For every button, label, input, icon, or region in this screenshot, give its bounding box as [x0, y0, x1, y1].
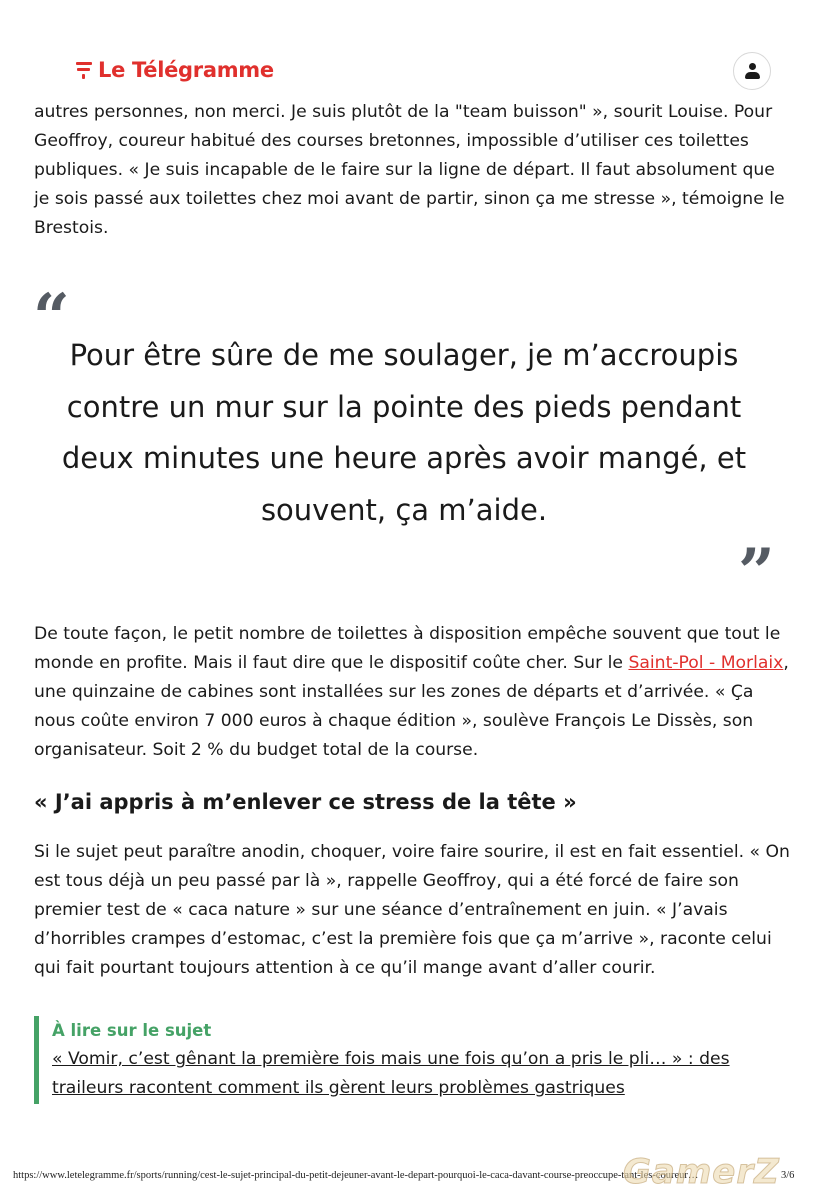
- site-header: [0, 52, 820, 88]
- saint-pol-morlaix-link[interactable]: Saint-Pol - Morlaix: [628, 653, 784, 673]
- paragraph-2-text-start: De toute façon, le petit nombre de toilettes à disposition empêche souvent que tout le monde en profite. Mais il faut dire que le dispositif coûte cher. Sur le: [34, 624, 781, 673]
- pullquote-text: Pour être sûre de me soulager, je m’accroupis contre un mur sur la pointe des pieds pendant deux minutes une heure après avoir mangé, et souvent, ça m’aide.: [61, 338, 747, 527]
- logo-text: Le Télégramme: [98, 58, 274, 82]
- article-paragraph-1: autres personnes, non merci. Je suis plutôt de la "team buisson" », sourit Louise. Pour Geoffroy, coureur habitué des courses bretonnes, impossible d’utiliser ces toilettes publiques. « Je suis incapable de le faire sur la ligne de départ. Il faut absolument que je sois passé aux toilettes chez moi avant de partir, sinon ça me stresse », témoigne le Brestois.: [34, 102, 785, 238]
- account-button[interactable]: [733, 52, 771, 90]
- site-logo[interactable]: [76, 58, 274, 82]
- print-url: https://www.letelegramme.fr/sports/running/cest-le-sujet-principal-du-petit-dejeuner-avant-le-depart-pourquoi-le-caca-davant-course-preoccupe-tant-les-coureur…: [13, 1170, 699, 1181]
- related-article-box: [34, 1016, 774, 1104]
- quote-open-icon: “: [33, 280, 70, 355]
- article-paragraph-3: Si le sujet peut paraître anodin, choquer, voire faire sourire, il est en fait essentiel. « On est tous déjà un peu passé par là », rappelle Geoffroy, qui a été forcé de faire son premier test de « caca nature » sur une séance d’entraînement en juin. « J’avais d’horribles crampes d’estomac, c’est la première fois que ça m’arrive », raconte celui qui fait pourtant toujours attention à ce qu’il mange avant d’aller courir.: [34, 842, 790, 978]
- related-article-link[interactable]: « Vomir, c’est gênant la première fois mais une fois qu’on a pris le pli… » : des traileurs racontent comment ils gèrent leurs problèmes gastriques: [52, 1049, 730, 1098]
- paragraph-2-text-end: , une quinzaine de cabines sont installées sur les zones de départs et d’arrivée. « Ça nous coûte environ 7 000 euros à chaque édition », soulève François Le Dissès, son organisateur. Soit 2 % du budget total de la course.: [34, 653, 789, 760]
- quote-close-icon: ”: [738, 535, 775, 610]
- logo-mark-icon: [76, 61, 92, 79]
- related-label: À lire sur le sujet: [52, 1021, 212, 1040]
- article-paragraph-2: [34, 620, 794, 765]
- watermark-logo: GamerZ: [623, 1152, 780, 1192]
- print-page-number: 3/6: [781, 1170, 795, 1181]
- article-subheading: « J’ai appris à m’enlever ce stress de la tête »: [34, 790, 577, 814]
